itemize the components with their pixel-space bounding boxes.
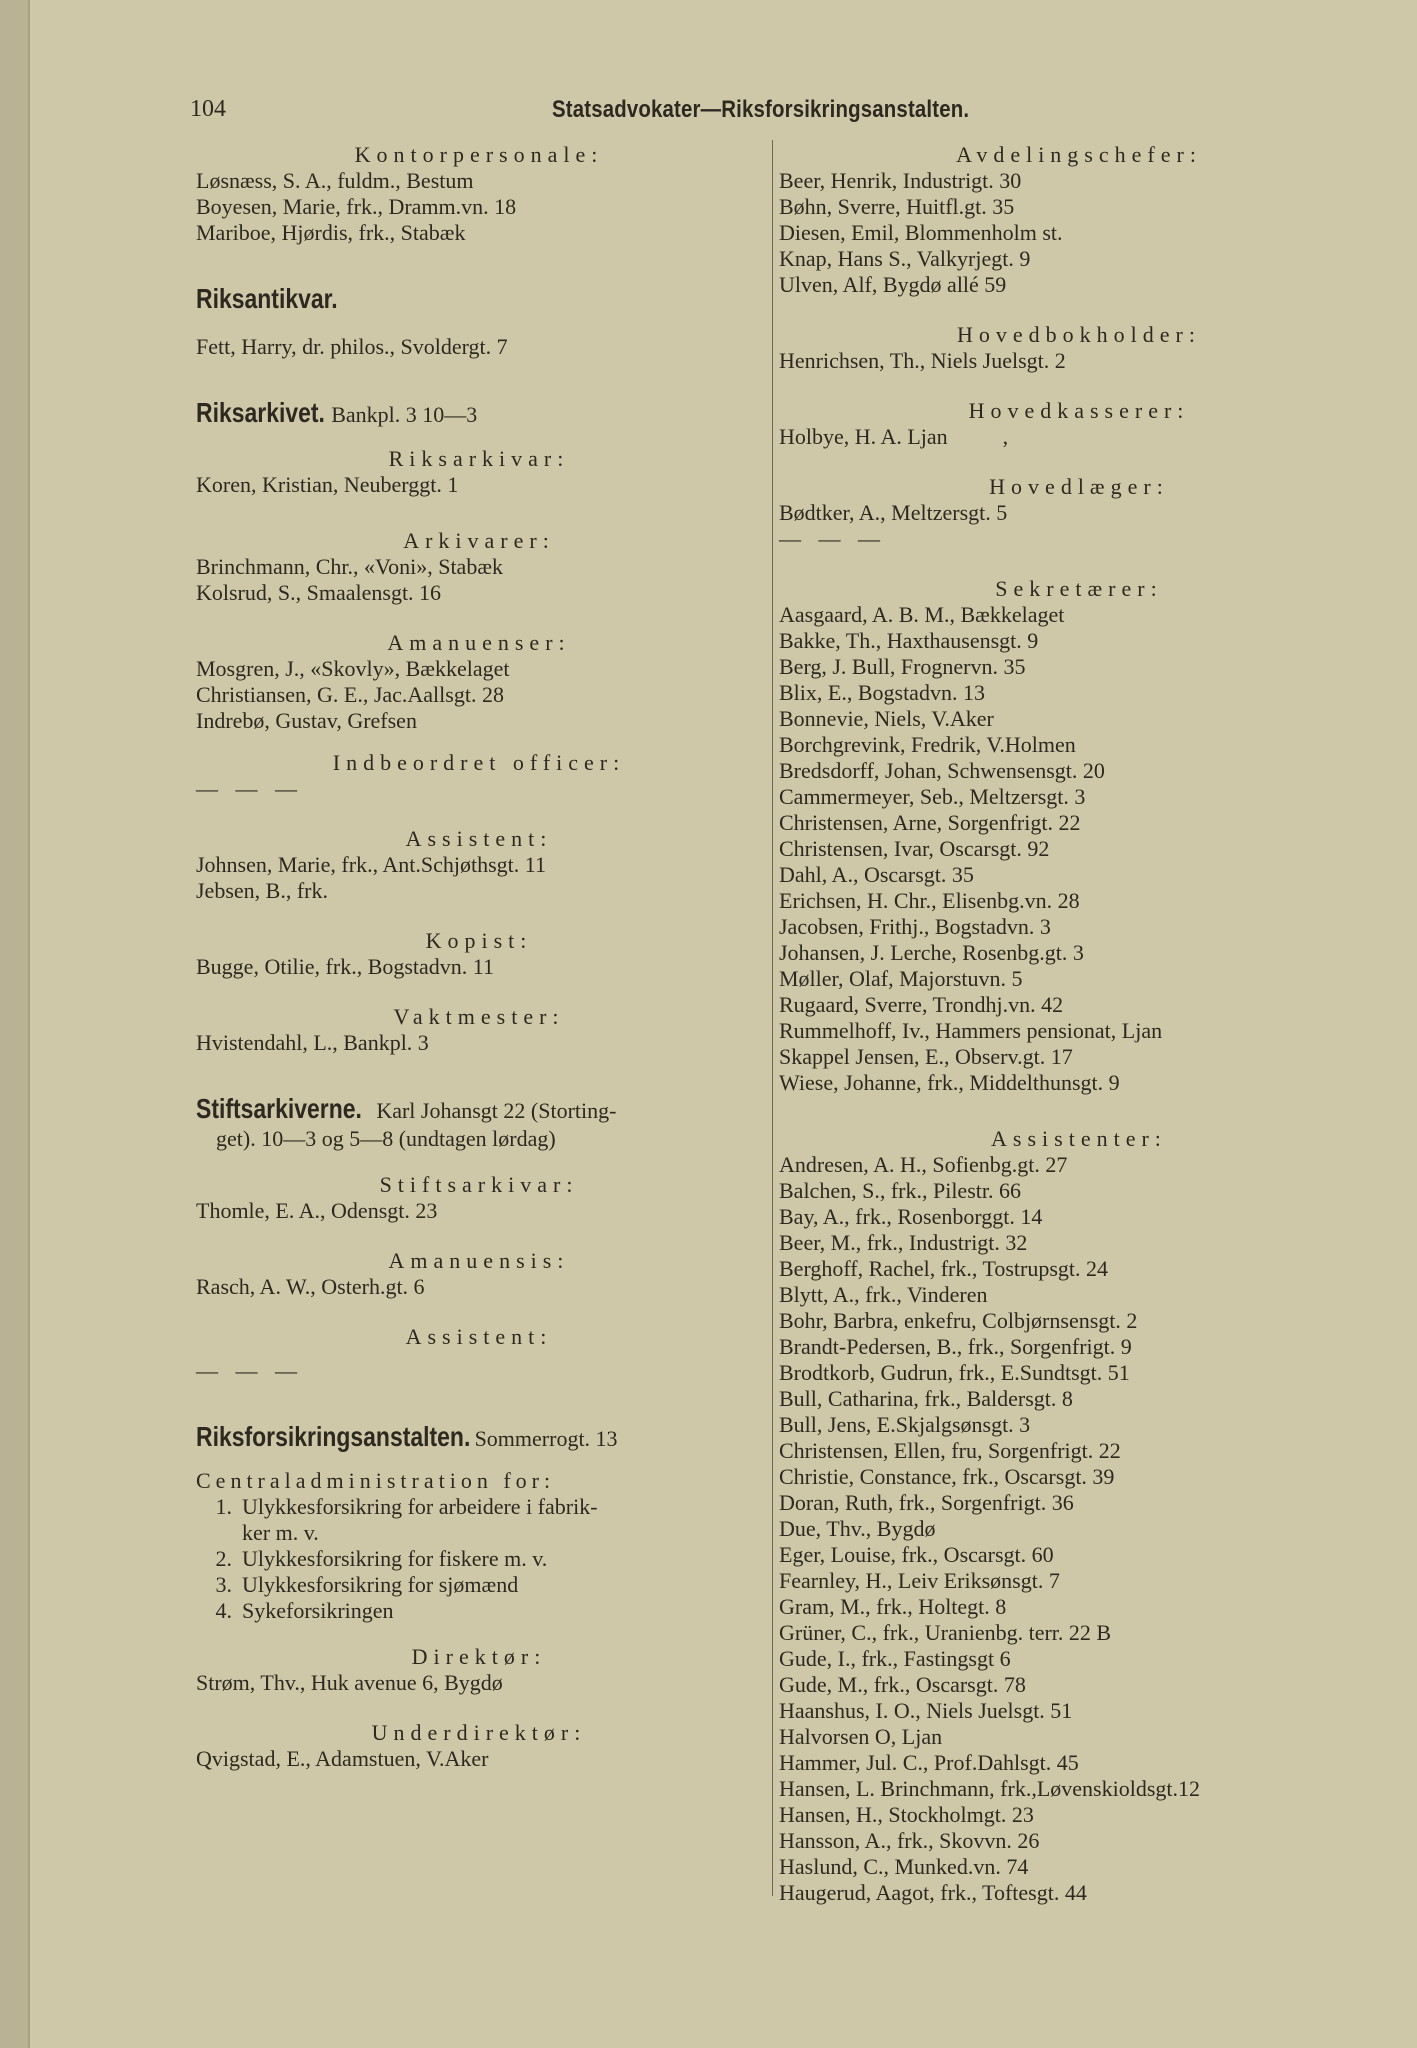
list-item: Christie, Constance, frk., Oscarsgt. 39 [779,1464,1115,1489]
list-item: Gude, M., frk., Oscarsgt. 78 [779,1672,1026,1697]
list-item: Christensen, Ivar, Oscarsgt. 92 [779,836,1050,861]
list-item: Henrichsen, Th., Niels Juelsgt. 2 [779,348,1066,373]
section-label: Hovedkasserer: [968,398,1190,423]
list-item: Brandt-Pedersen, B., frk., Sorgenfrigt. 9 [779,1334,1132,1359]
list-item: Christensen, Ellen, fru, Sorgenfrigt. 22 [779,1438,1121,1463]
list-item: Mosgren, J., «Skovly», Bækkelaget [196,656,510,681]
section-label: Avdelingschefer: [956,142,1202,167]
list-item: Kolsrud, S., Smaalensgt. 16 [196,580,442,605]
list-item: Johnsen, Marie, frk., Ant.Schjøthsgt. 11 [196,852,546,877]
list-item: Holbye, H. A. Ljan , [779,424,1009,449]
list-item: Beer, M., frk., Industrigt. 32 [779,1230,1028,1255]
vacant-dash: — — — [196,776,303,801]
list-item: Haslund, C., Munked.vn. 74 [779,1854,1029,1879]
list-item: Bugge, Otilie, frk., Bogstadvn. 11 [196,954,494,979]
list-item: Berg, J. Bull, Frognervn. 35 [779,654,1026,679]
list-item: Eger, Louise, frk., Oscarsgt. 60 [779,1542,1054,1567]
list-item: Hansson, A., frk., Skovvn. 26 [779,1828,1040,1853]
list-item: Ulven, Alf, Bygdø allé 59 [779,272,1007,297]
section-detail: get). 10—3 og 5—8 (undtagen lørdag) [216,1126,556,1151]
section-detail: Karl Johansgt 22 (Storting- [376,1098,617,1123]
left-column [196,142,762,1772]
section-label: Underdirektør: [371,1720,587,1745]
list-item: Bull, Catharina, frk., Baldersgt. 8 [779,1386,1073,1411]
list-item: Hammer, Jul. C., Prof.Dahlsgt. 45 [779,1750,1079,1775]
sekretaerer-list [779,602,1379,1096]
list-item: Diesen, Emil, Blommenholm st. [779,220,1063,245]
list-item: Andresen, A. H., Sofienbg.gt. 27 [779,1152,1068,1177]
section-label: Kontorpersonale: [354,142,604,167]
section-heading: Riksantikvar. [196,283,338,314]
list-item: Halvorsen O, Ljan [779,1724,943,1749]
numbered-item: 4. Sykeforsikringen [215,1598,394,1623]
list-item: Dahl, A., Oscarsgt. 35 [779,862,974,887]
list-item: Christensen, Arne, Sorgenfrigt. 22 [779,810,1081,835]
list-item: Bøhn, Sverre, Huitfl.gt. 35 [779,194,1015,219]
list-item: Grüner, C., frk., Uranienbg. terr. 22 B [779,1620,1112,1645]
section-label: Assistent: [405,1324,553,1349]
list-item: Bakke, Th., Haxthausensgt. 9 [779,628,1039,653]
running-title: Statsadvokater—Riksforsikringsanstalten. [552,96,970,123]
list-item: Berghoff, Rachel, frk., Tostrupsgt. 24 [779,1256,1109,1281]
section-label: Assistent: [405,826,553,851]
vacant-dash: — — — [779,526,886,551]
list-item: Christiansen, G. E., Jac.Aallsgt. 28 [196,682,504,707]
list-item: Balchen, S., frk., Pilestr. 66 [779,1178,1021,1203]
list-item: Koren, Kristian, Neuberggt. 1 [196,472,459,497]
list-item: Hansen, H., Stockholmgt. 23 [779,1802,1034,1827]
list-item: Blix, E., Bogstadvn. 13 [779,680,985,705]
list-item: Wiese, Johanne, frk., Middelthunsgt. 9 [779,1070,1120,1095]
section-detail: Sommerrogt. 13 [474,1426,618,1451]
numbered-item: 3. Ulykkesforsikring for sjømænd [215,1572,519,1597]
section-label: Stiftsarkivar: [379,1172,579,1197]
list-item: Due, Thv., Bygdø [779,1516,936,1541]
list-item: Rugaard, Sverre, Trondhj.vn. 42 [779,992,1064,1017]
list-item: Hvistendahl, L., Bankpl. 3 [196,1030,429,1055]
section-label: Amanuensis: [388,1248,570,1273]
section-label: Direktør: [411,1644,547,1669]
section-label: Vaktmester: [393,1004,565,1029]
list-item: Thomle, E. A., Odensgt. 23 [196,1198,438,1223]
list-item: Aasgaard, A. B. M., Bækkelaget [779,602,1065,627]
list-item: Brodtkorb, Gudrun, frk., E.Sundtsgt. 51 [779,1360,1130,1385]
section-label: Indbeordret officer: [332,750,626,775]
list-item: Erichsen, H. Chr., Elisenbg.vn. 28 [779,888,1080,913]
list-item: Borchgrevink, Fredrik, V.Holmen [779,732,1076,757]
section-label: Hovedlæger: [989,474,1169,499]
section-detail: Bankpl. 3 10—3 [331,402,478,427]
list-item: Haugerud, Aagot, frk., Toftesgt. 44 [779,1880,1087,1905]
section-label: Centraladministration for: [196,1468,556,1493]
list-item: Rummelhoff, Iv., Hammers pensionat, Ljan [779,1018,1163,1043]
section-label: Arkivarer: [403,528,555,553]
list-item: Mariboe, Hjørdis, frk., Stabæk [196,220,466,245]
list-item: Qvigstad, E., Adamstuen, V.Aker [196,1746,489,1771]
vacant-dash: — — — [196,1358,303,1383]
section-heading: Riksarkivet. Bankpl. 3 10—3 [196,397,478,428]
list-item: Beer, Henrik, Industrigt. 30 [779,168,1022,193]
section-label: Hovedbokholder: [957,322,1201,347]
list-item: Bay, A., frk., Rosenborggt. 14 [779,1204,1043,1229]
section-label: Kopist: [425,928,533,953]
list-item: Bohr, Barbra, enkefru, Colbjørnsensgt. 2 [779,1308,1138,1333]
list-item: Møller, Olaf, Majorstuvn. 5 [779,966,1023,991]
section-label: Amanuenser: [387,630,571,655]
list-item: Strøm, Thv., Huk avenue 6, Bygdø [196,1670,503,1695]
list-item: Skappel Jensen, E., Observ.gt. 17 [779,1044,1073,1069]
right-column [779,142,1379,1906]
list-item: Jebsen, B., frk. [196,878,328,903]
section-label: Riksarkivar: [388,446,570,471]
list-item: Løsnæss, S. A., fuldm., Bestum [196,168,474,193]
list-item: Bødtker, A., Meltzersgt. 5 [779,500,1008,525]
section-label: Assistenter: [991,1126,1167,1151]
list-item: Gude, I., frk., Fastingsgt 6 [779,1646,1011,1671]
list-item: Jacobsen, Frithj., Bogstadvn. 3 [779,914,1051,939]
assistenter-list [779,1152,1379,1906]
list-item: Bull, Jens, E.Skjalgsønsgt. 3 [779,1412,1031,1437]
list-item: Cammermeyer, Seb., Meltzersgt. 3 [779,784,1086,809]
list-item: Brinchmann, Chr., «Voni», Stabæk [196,554,503,579]
list-item: Haanshus, I. O., Niels Juelsgt. 51 [779,1698,1073,1723]
list-item: Knap, Hans S., Valkyrjegt. 9 [779,246,1031,271]
list-item: Doran, Ruth, frk., Sorgenfrigt. 36 [779,1490,1074,1515]
list-item: Fett, Harry, dr. philos., Svoldergt. 7 [196,334,508,359]
list-item: Gram, M., frk., Holtegt. 8 [779,1594,1007,1619]
page-header [30,96,1417,136]
column-divider [772,140,773,1896]
list-item: Fearnley, H., Leiv Eriksønsgt. 7 [779,1568,1060,1593]
list-item: Hansen, L. Brinchmann, frk.,Løvenskioldsgt.12 [779,1776,1200,1801]
section-heading: Stiftsarkiverne. Karl Johansgt 22 (Storting- [196,1093,617,1124]
page-number: 104 [190,96,226,122]
numbered-item: 1. Ulykkesforsikring for arbeidere i fabrik- [215,1494,598,1519]
section-heading: Riksforsikringsanstalten. Sommerrogt. 13 [196,1421,618,1452]
list-item: Indrebø, Gustav, Grefsen [196,708,417,733]
section-label: Sekretærer: [995,576,1163,601]
numbered-item: ker m. v. [242,1520,319,1545]
numbered-item: 2. Ulykkesforsikring for fiskere m. v. [215,1546,548,1571]
list-item: Bonnevie, Niels, V.Aker [779,706,994,731]
list-item: Bredsdorff, Johan, Schwensensgt. 20 [779,758,1105,783]
list-item: Rasch, A. W., Osterh.gt. 6 [196,1274,425,1299]
list-item: Johansen, J. Lerche, Rosenbg.gt. 3 [779,940,1084,965]
list-item: Boyesen, Marie, frk., Dramm.vn. 18 [196,194,517,219]
book-page [28,0,1417,2048]
list-item: Blytt, A., frk., Vinderen [779,1282,988,1307]
